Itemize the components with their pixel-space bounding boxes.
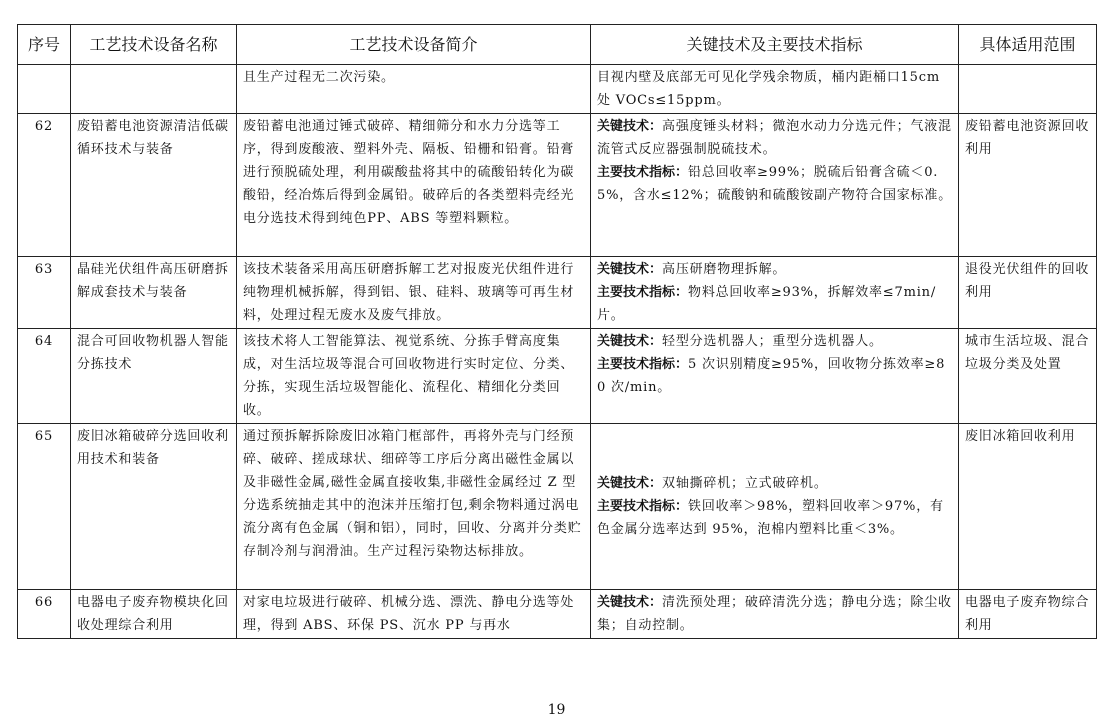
cell-name: 混合可回收物机器人智能分拣技术 [71,329,237,424]
key-tech-label: 关键技术： [597,595,663,610]
main-indicator-label: 主要技术指标： [597,165,689,180]
table-row [18,590,1097,639]
cell-name: 晶硅光伏组件高压研磨拆解成套技术与装备 [71,257,237,329]
cell-scope: 电器电子废弃物综合利用 [959,590,1097,639]
cell-tech [591,257,959,329]
cell-scope: 退役光伏组件的回收利用 [959,257,1097,329]
cell-name [71,65,237,114]
table-row [18,424,1097,590]
cell-intro: 废铅蓄电池通过锤式破碎、精细筛分和水力分选等工序，得到废酸液、塑料外壳、隔板、铅栅和铅膏。铅膏进行预脱硫处理，利用碳酸盐将其中的硫酸铅转化为碳酸铅，经冶炼后得到金属铅。破碎后的各类塑料壳经光电分选技术得到纯色PP、ABS 等塑料颗粒。 [237,114,591,257]
cell-scope: 废铅蓄电池资源回收利用 [959,114,1097,257]
header-applicable-scope: 具体适用范围 [959,25,1097,65]
table-header-row [18,25,1097,65]
cell-no: 62 [18,114,71,257]
cell-no [18,65,71,114]
key-tech-label: 关键技术： [597,119,663,134]
table-row [18,114,1097,257]
page-number: 19 [547,702,566,718]
cell-no: 63 [18,257,71,329]
key-tech-text: 双轴撕碎机；立式破碎机。 [662,476,828,491]
cell-name: 电器电子废弃物模块化回收处理综合利用 [71,590,237,639]
key-tech-text: 高强度锤头材料；微泡水动力分选元件；气液混流管式反应器强制脱硫技术。 [597,119,952,157]
cell-name: 废旧冰箱破碎分选回收利用技术和装备 [71,424,237,590]
main-indicator-label: 主要技术指标： [597,285,689,300]
main-indicator-text: 铁回收率＞98%，塑料回收率＞97%，有色金属分选率达到 95%，泡棉内塑料比重＜3%。 [597,499,944,537]
key-tech-label: 关键技术： [597,262,663,277]
key-tech-label: 关键技术： [597,334,663,349]
table-row [18,65,1097,114]
cell-tech [591,114,959,257]
main-indicator-label: 主要技术指标： [597,357,689,372]
header-serial-no: 序号 [18,25,71,65]
cell-no: 65 [18,424,71,590]
technology-table [17,24,1097,639]
cell-no: 66 [18,590,71,639]
cell-intro: 且生产过程无二次污染。 [237,65,591,114]
cell-intro: 该技术将人工智能算法、视觉系统、分拣手臂高度集成，对生活垃圾等混合可回收物进行实时定位、分类、分拣，实现生活垃圾智能化、流程化、精细化分类回收。 [237,329,591,424]
cell-name: 废铅蓄电池资源清洁低碳循环技术与装备 [71,114,237,257]
main-indicator-text: 物料总回收率≥93%，拆解效率≤7min/片。 [597,285,937,323]
cell-tech: 目视内壁及底部无可见化学残余物质，桶内距桶口15cm 处 VOCs≤15ppm。 [591,65,959,114]
table-row [18,329,1097,424]
cell-tech [591,590,959,639]
key-tech-text: 高压研磨物理拆解。 [662,262,787,277]
cell-tech [591,424,959,590]
cell-no: 64 [18,329,71,424]
main-indicator-text: 铅总回收率≥99%；脱硫后铅膏含硫＜0.5%，含水≤12%；硫酸钠和硫酸铵副产物符合国家标准。 [597,165,953,203]
header-equipment-intro: 工艺技术设备简介 [237,25,591,65]
cell-scope [959,65,1097,114]
key-tech-text: 清洗预处理；破碎清洗分选；静电分选；除尘收集；自动控制。 [597,595,952,633]
cell-intro: 通过预拆解拆除废旧冰箱门框部件，再将外壳与门经预碎、破碎、搓成球状、细碎等工序后分离出磁性金属以及非磁性金属,磁性金属直接收集,非磁性金属经过 Z 型分选系统抽走其中的泡沫并压缩打包,剩余物料通过涡电流分离有色金属（铜和铝），同时，回收、分离并分类贮存制冷剂与润滑油。生产过程污染物达标排放。 [237,424,591,590]
cell-intro: 该技术装备采用高压研磨拆解工艺对报废光伏组件进行纯物理机械拆解，得到铝、银、硅料、玻璃等可再生材料，处理过程无废水及废气排放。 [237,257,591,329]
main-indicator-text: 5 次识别精度≥95%，回收物分拣效率≥80 次/min。 [597,357,946,395]
cell-scope: 废旧冰箱回收利用 [959,424,1097,590]
main-indicator-label: 主要技术指标： [597,499,689,514]
key-tech-text: 轻型分选机器人；重型分选机器人。 [662,334,883,349]
cell-scope: 城市生活垃圾、混合垃圾分类及处置 [959,329,1097,424]
cell-tech [591,329,959,424]
header-key-technology: 关键技术及主要技术指标 [591,25,959,65]
cell-intro: 对家电垃圾进行破碎、机械分选、漂洗、静电分选等处理，得到 ABS、环保 PS、沉水 PP 与再水 [237,590,591,639]
table-row [18,257,1097,329]
header-equipment-name: 工艺技术设备名称 [71,25,237,65]
key-tech-label: 关键技术： [597,476,663,491]
